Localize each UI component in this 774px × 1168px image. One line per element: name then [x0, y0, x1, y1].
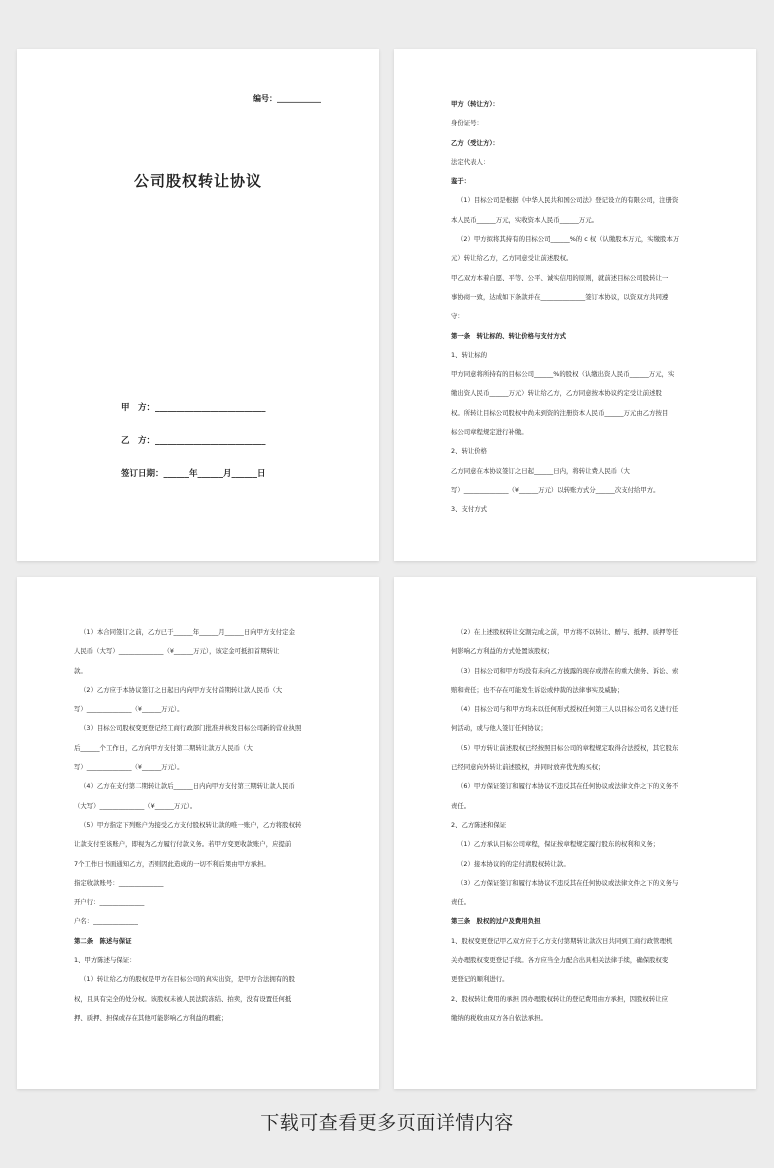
text-line: 7个工作日书面通知乙方，否则因此造成的一切不利后果由甲方承担。 [74, 859, 270, 868]
text-line: （4）乙方在支付第二期转让款后______日内向甲方支付第三期转让款人民币 [80, 782, 295, 791]
text-line: 让款支付至该账户，即视为乙方履行付款义务。若甲方变更收款账户，应提前 [74, 840, 292, 849]
text-line: （2）在上述股权转让交割完成之前，甲方将不以转让、赠与、抵押、质押等任 [457, 628, 679, 636]
text-line: 乙方（受让方）： [451, 138, 499, 147]
text-line: 甲方（转让方）： [451, 100, 499, 108]
text-line: （5）甲方指定下列账户为接受乙方支付股权转让款的唯一账户，乙方将股权转 [80, 820, 302, 829]
text-line: 标公司章程规定进行补缴。 [451, 428, 528, 437]
text-line: 户名：______________ [74, 917, 138, 926]
text-line: （6）甲方保证签订和履行本协议不违反其在任何协议或法律文件之下的义务不 [457, 782, 679, 791]
text-line: （3）目标公司和甲方均没有未向乙方披露的现存或潜在的重大债务、诉讼、索 [457, 666, 679, 675]
text-line: 事协商一致，达成如下条款并在______________签订本协议，以资双方共同遵 [451, 292, 669, 301]
text-line: 权。所转让目标公司股权中尚未到资的注册资本人民币______万元由乙方按目 [451, 408, 669, 417]
text-line: 2、转让价格 [451, 447, 488, 456]
text-line: 责任。 [451, 898, 471, 907]
text-line: 2、股权转让费用的承担 因办理股权转让的登记费用由方承担，因股权转让应 [451, 994, 668, 1003]
sign-date-line: 签订日期：______年______月______日 [121, 469, 266, 479]
text-line: 第二条 陈述与保证 [74, 936, 132, 945]
text-line: 3、支付方式 [451, 505, 488, 514]
page-body [451, 623, 718, 1028]
text-line: （3）目标公司股权变更登记经工商行政部门批准并核发目标公司新的营业执照 [80, 724, 302, 733]
text-line: 人民币（大写）______________（¥______万元），该定金可抵扣首期转让 [74, 647, 280, 656]
text-line: （4）目标公司与和甲方均未以任何形式授权任何第三人以目标公司名义进行任 [457, 705, 679, 714]
text-line: 款。 [74, 666, 87, 675]
text-line: 何活动，或与他人签订任何协议； [451, 724, 547, 733]
text-line: 第一条 转让标的、转让价格与支付方式 [451, 331, 567, 340]
text-line: 2、乙方陈述和保证 [451, 820, 507, 829]
page-title: 公司股权转让协议 [133, 172, 262, 190]
text-line: 写）______________（¥______万元）以转账方式分______次支付给甲方。 [451, 485, 660, 494]
text-line: （1）目标公司是根据《中华人民共和国公司法》登记设立的有限公司，注册资 [457, 196, 679, 205]
text-line: 赔和责任；也不存在可能发生诉讼或仲裁的法律事实及威胁； [451, 685, 624, 694]
page-body [74, 623, 341, 1028]
text-line: 更登记的顺利进行。 [451, 975, 509, 984]
text-line: 权，且具有完全的处分权。该股权未被人民法院冻结、拍卖，没有设置任何抵 [74, 994, 292, 1003]
text-line: （2）乙方应于本协议签订之日起日内向甲方支付首期转让款人民币（大 [80, 685, 283, 694]
text-line: 甲乙双方本着自愿、平等、公平、诚实信用的原则，就前述目标公司股转让一 [451, 273, 669, 282]
text-line: 1、转让标的 [451, 350, 488, 359]
party-a-line: 甲 方：__________________________ [121, 403, 266, 413]
text-line: 身份证号： [451, 119, 483, 128]
text-line: 开户行：______________ [74, 898, 145, 907]
download-hint[interactable]: 下载可查看更多页面详情内容 [260, 1112, 514, 1134]
text-line: （3）乙方保证签订和履行本协议不违反其在任何协议或法律文件之下的义务与 [457, 878, 679, 887]
document-page-3 [17, 577, 379, 1089]
text-line: （5）甲方转让前述股权已经按照目标公司的章程规定取得合法授权，其它股东 [457, 743, 679, 752]
text-line: 指定收款账号：______________ [74, 878, 164, 887]
party-b-line: 乙 方：__________________________ [121, 436, 266, 446]
text-line: 缴纳的税收由双方各自依法承担。 [451, 1013, 547, 1022]
document-page-cover [17, 49, 379, 561]
text-line: 关办理股权变更登记手续。各方应当全力配合出具相关法律手续，确保股权变 [451, 956, 669, 965]
text-line: （1）本合同签订之前，乙方已于______年______月______日向甲方支付定金 [80, 628, 295, 636]
text-line: 1、甲方陈述与保证： [74, 956, 136, 965]
text-line: （大写）______________（¥______万元）。 [74, 801, 197, 810]
text-line: 后______个工作日，乙方向甲方支付第二期转让款万人民币（大 [74, 743, 253, 752]
page-body [451, 95, 718, 520]
text-line: 已经同意向外转让前述股权，并同时放弃优先购买权； [451, 763, 605, 772]
text-line: 守： [451, 312, 464, 321]
document-page-4 [394, 577, 756, 1089]
text-line: 写）______________（¥______万元）。 [74, 705, 184, 714]
contract-number: 编号：___________ [253, 94, 321, 103]
text-line: 责任。 [451, 801, 471, 810]
text-line: 本人民币______万元，实收资本人民币______万元。 [451, 215, 598, 224]
text-line: 写）______________（¥______万元）。 [74, 763, 184, 772]
text-line: 缴出资人民币______万元）转让给乙方，乙方同意按本协议约定受让前述股 [451, 389, 662, 398]
text-line: 第三条 股权的过户及费用负担 [451, 917, 541, 926]
text-line: 乙方同意在本协议签订之日起______日内，将转让费人民币（大 [451, 466, 630, 475]
text-line: 何影响乙方利益的方式处置该股权； [451, 647, 554, 656]
text-line: （2）甲方拟将其持有的目标公司______%的 c 权（认缴股本万元，实缴股本万 [457, 235, 680, 244]
text-line: 押、质押、担保或存在其他可能影响乙方利益的瑕疵； [74, 1013, 228, 1022]
text-line: 1、股权变更登记甲乙双方应于乙方支付第期转让款次日共同到工商行政管理机 [451, 936, 673, 945]
text-line: 甲方同意将所持有的目标公司______%的股权（认缴出资人民币______万元，实 [451, 370, 675, 379]
text-line: 法定代表人： [451, 157, 490, 166]
text-line: （1）转让给乙方的股权是甲方在目标公司的真实出资，是甲方合法拥有的股 [80, 975, 295, 984]
text-line: （1）乙方承认目标公司章程，保证按章程规定履行股东的权利和义务； [457, 840, 660, 849]
text-line: 鉴于： [451, 177, 471, 186]
document-page-2 [394, 49, 756, 561]
text-line: 元）转让给乙方，乙方同意受让前述股权。 [451, 254, 573, 263]
text-line: （2）接本协议的的定付清股权转让款。 [457, 859, 570, 868]
